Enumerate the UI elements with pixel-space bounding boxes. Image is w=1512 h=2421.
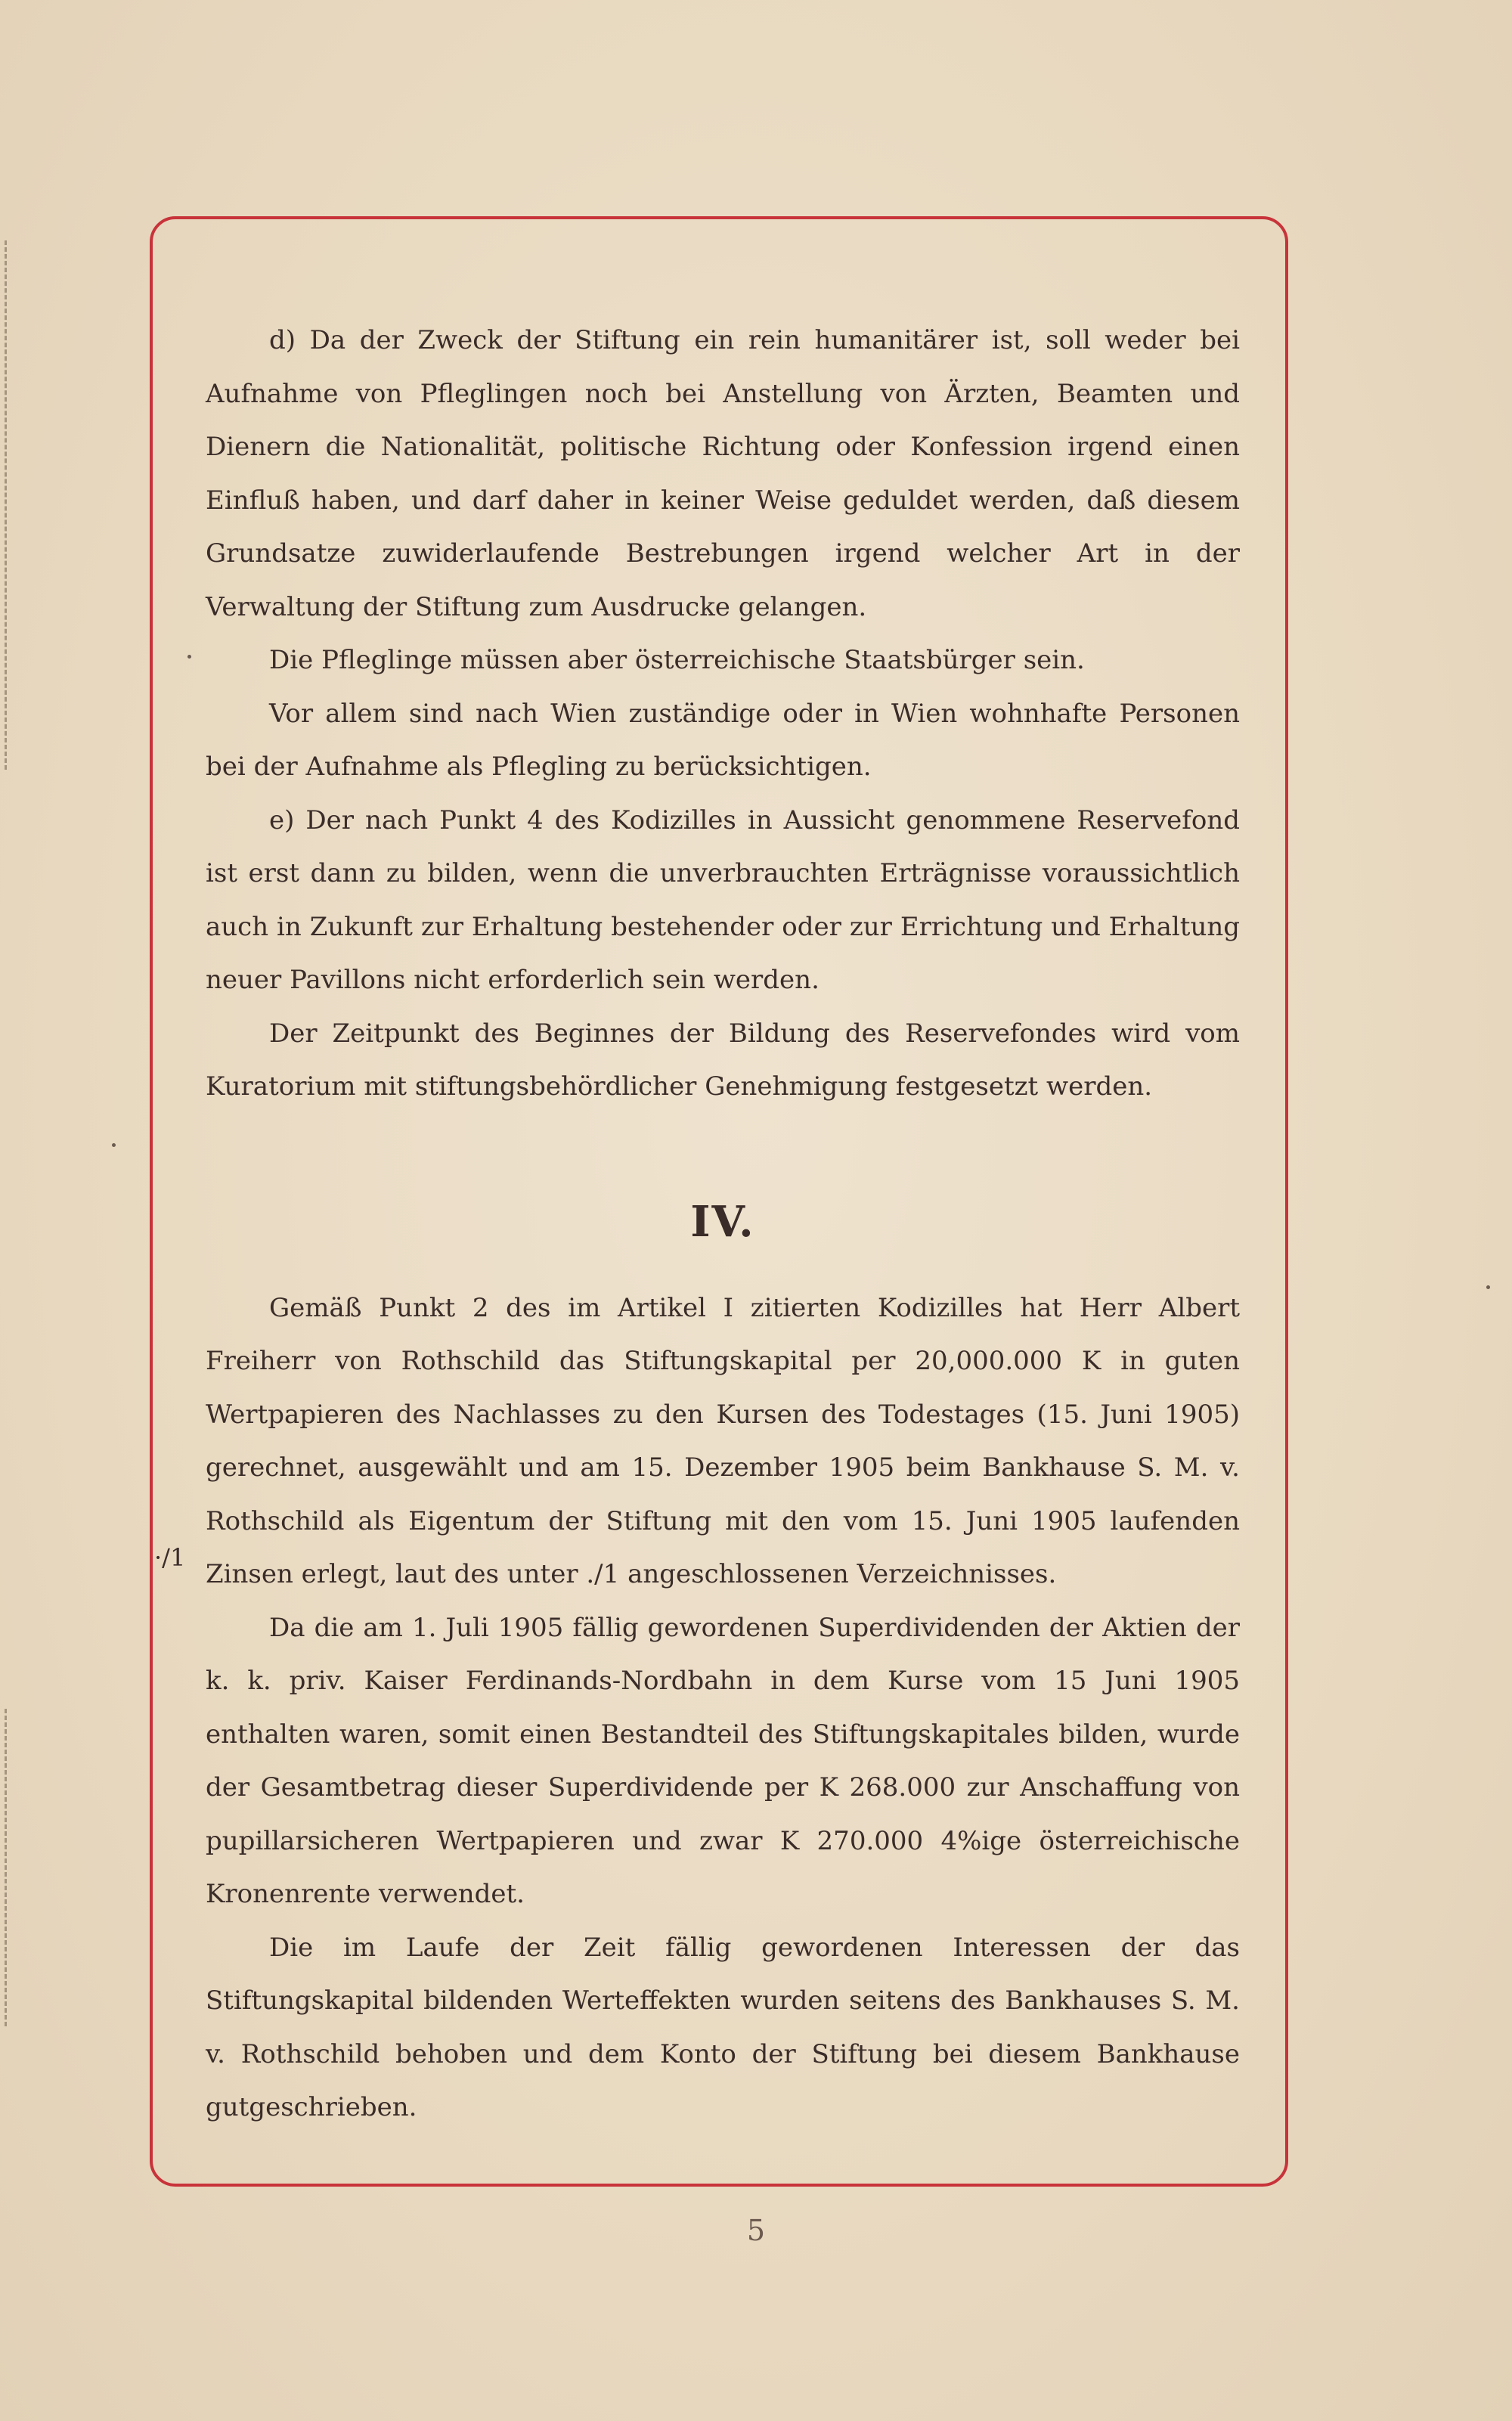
- paragraph-superdividend: Da die am 1. Juli 1905 fällig gewordenen Superdividenden der Aktien der k. k. priv. Kaiser Ferdinands-Nordbahn in dem Kurse vom 15 Juni 1905 enthalten waren, somit einen Bestandteil des Stiftungskapitales bilden, wurde der Gesamtbetrag dieser Superdividende per K 268.000 zur Anschaffung von pupillarsicheren Wertpapieren und zwar K 270.000 4%ige österreichische Kronenrente verwendet.: [206, 1612, 1240, 1909]
- binding-edge-marks-lower: [5, 1709, 11, 2026]
- paragraph-reserve-fund: Der Zeitpunkt des Beginnes der Bildung des Reservefondes wird vom Kuratorium mit stiftungsbehördlicher Genehmigung festgesetzt werden.: [206, 1018, 1240, 1102]
- paragraph-citizenship: Die Pfleglinge müssen aber österreichische Staatsbürger sein.: [269, 645, 1085, 675]
- paper-speck: [187, 655, 191, 659]
- margin-annotation: ·/1: [154, 1543, 186, 1572]
- page-number: 5: [746, 2214, 766, 2247]
- paragraph-vienna: Vor allem sind nach Wien zuständige oder in Wien wohnhafte Personen bei der Aufnahme als Pflegling zu berücksichtigen.: [206, 698, 1240, 782]
- paragraph-capital: Gemäß Punkt 2 des im Artikel I zitierten Kodizilles hat Herr Albert Freiherr von Rothschild das Stiftungskapital per 20,000.000 K in guten Wertpapieren des Nachlasses zu den Kursen des Todestages (15. Juni 1905) gerechnet, ausgewählt und am 15. Dezember 1905 beim Bankhause S. M. v. Rothschild als Eigentum der Stiftung mit den vom 15. Juni 1905 laufenden Zinsen erlegt, laut des unter ./1 angeschlossenen Verzeichnisses.: [206, 1292, 1240, 1589]
- paper-speck: [1486, 1285, 1490, 1289]
- paragraph-interest: Die im Laufe der Zeit fällig gewordenen Interessen der das Stiftungskapital bildenden Werteffekten wurden seitens des Bankhauses S. M. v. Rothschild behoben und dem Konto der Stiftung bei diesem Bankhause gutgeschrieben.: [206, 1932, 1240, 2122]
- binding-edge-marks: [5, 240, 11, 770]
- paragraph-e: e) Der nach Punkt 4 des Kodizilles in Aussicht genommene Reservefond ist erst dann zu bilden, wenn die unverbrauchten Erträgnisse voraussichtlich auch in Zukunft zur Erhaltung bestehender oder zur Errichtung und Erhaltung neuer Pavillons nicht erforderlich sein werden.: [206, 804, 1240, 995]
- section-heading: IV.: [690, 1196, 755, 1247]
- paper-speck: [112, 1143, 116, 1147]
- document-body: [206, 314, 1240, 2134]
- paragraph-d: d) Da der Zweck der Stiftung ein rein humanitärer ist, soll weder bei Aufnahme von Pfleglingen noch bei Anstellung von Ärzten, Beamten und Dienern die Nationalität, politische Richtung oder Konfession irgend einen Einfluß haben, und darf daher in keiner Weise geduldet werden, daß diesem Grundsatze zuwiderlaufende Bestrebungen irgend welcher Art in der Verwaltung der Stiftung zum Ausdrucke gelangen.: [206, 325, 1240, 622]
